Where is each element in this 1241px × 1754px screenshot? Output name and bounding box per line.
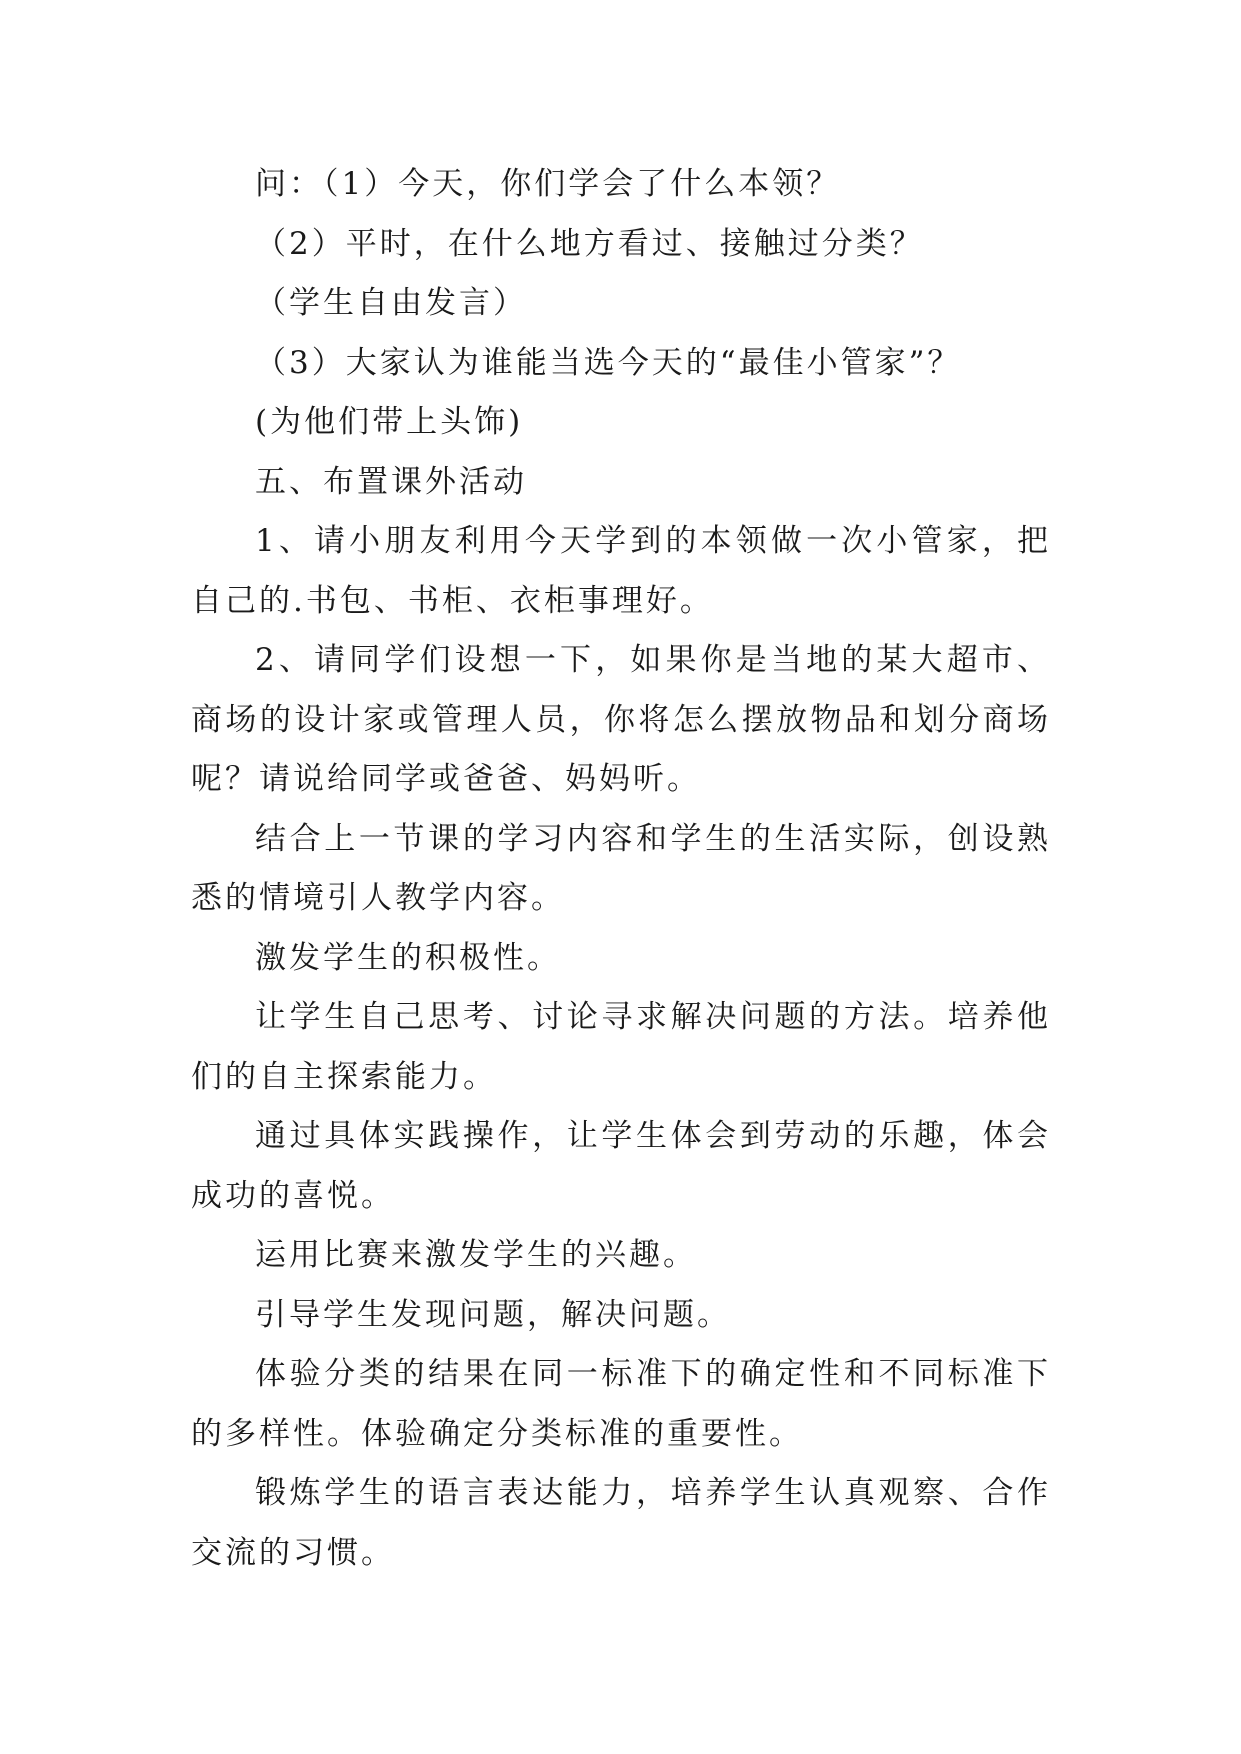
paragraph-question-intro: 问：（1）今天，你们学会了什么本领？ (255, 166, 841, 202)
paragraph-activity-2: 2、请同学们设想一下，如果你是当地的某大超市、商场的设计家或管理人员，你将怎么摆放物品和划分商场呢？请说给同学或爸爸、妈妈听。 (191, 642, 1051, 797)
paragraph-question-2: （2）平时，在什么地方看过、接触过分类？ (255, 225, 924, 262)
paragraph-design-intent-2: 激发学生的积极性。 (255, 939, 561, 976)
paragraph-design-intent-1: 结合上一节课的学习内容和学生的生活实际，创设熟悉的情境引人教学内容。 (191, 820, 1051, 916)
paragraph-design-intent-3: 让学生自己思考、讨论寻求解决问题的方法。培养他们的自主探索能力。 (191, 999, 1051, 1095)
paragraph-design-intent-8: 锻炼学生的语言表达能力，培养学生认真观察、合作交流的习惯。 (191, 1475, 1051, 1571)
section-heading-activities: 五、布置课外活动 (255, 463, 527, 500)
paragraph-design-intent-7: 体验分类的结果在同一标准下的确定性和不同标准下的多样性。体验确定分类标准的重要性。 (191, 1356, 1051, 1452)
paragraph-design-intent-4: 通过具体实践操作，让学生体会到劳动的乐趣，体会成功的喜悦。 (191, 1118, 1051, 1214)
paragraph-student-speak: （学生自由发言） (255, 285, 527, 321)
document-body (191, 155, 1051, 1583)
paragraph-design-intent-6: 引导学生发现问题，解决问题。 (255, 1296, 731, 1333)
paragraph-question-3: （3）大家认为谁能当选今天的“最佳小管家”？ (255, 344, 962, 381)
paragraph-activity-1: 1、请小朋友利用今天学到的本领做一次小管家，把自己的.书包、书柜、衣柜事理好。 (191, 523, 1051, 619)
paragraph-design-intent-5: 运用比赛来激发学生的兴趣。 (255, 1237, 697, 1273)
paragraph-headwear-note: (为他们带上头饰) (255, 404, 524, 440)
